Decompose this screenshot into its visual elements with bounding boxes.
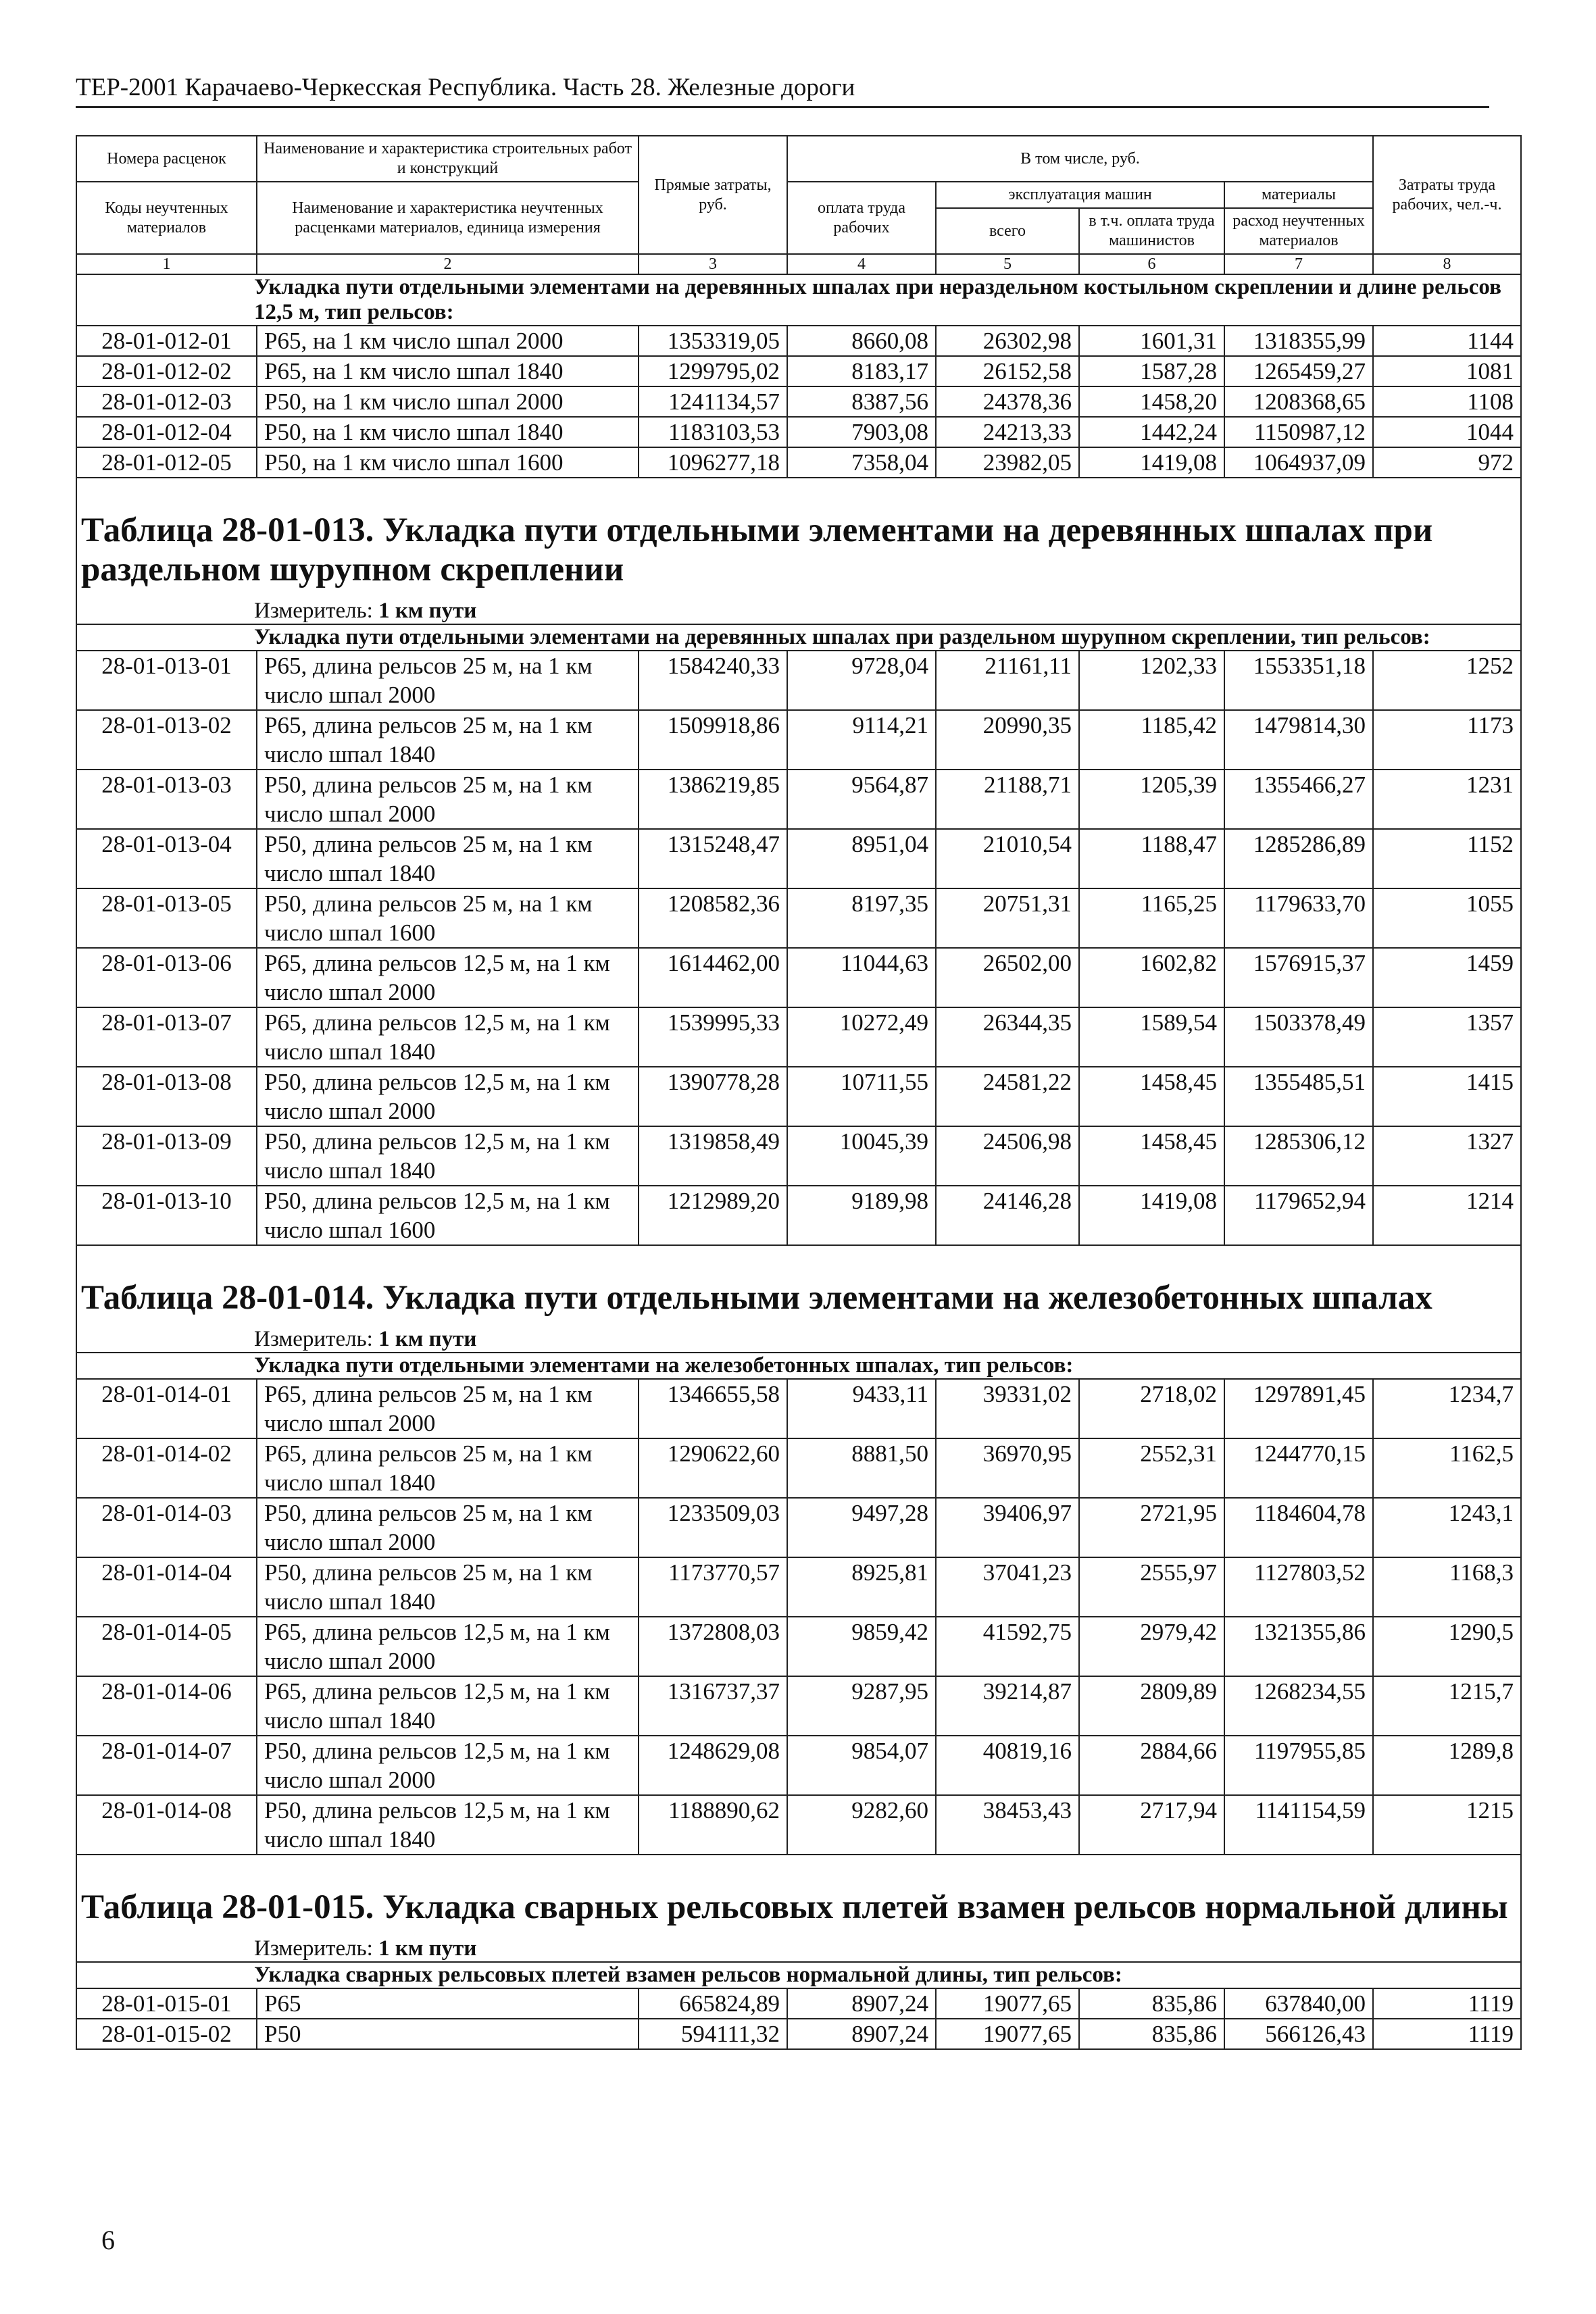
machines-total: 41592,75	[936, 1617, 1079, 1676]
column-number: 2	[257, 254, 639, 274]
labor-hours: 1234,7	[1373, 1379, 1521, 1438]
rate-code: 28-01-013-04	[76, 829, 257, 888]
work-name: Р65, длина рельсов 25 м, на 1 км число шпал 2000	[257, 1379, 639, 1438]
rate-code: 28-01-012-01	[76, 326, 257, 356]
labor-hours: 1152	[1373, 829, 1521, 888]
labor-hours: 1144	[1373, 326, 1521, 356]
table-row	[76, 417, 1521, 447]
materials-cost: 1141154,59	[1224, 1795, 1373, 1855]
direct-costs: 1315248,47	[639, 829, 787, 888]
wages: 10045,39	[787, 1126, 936, 1186]
wages: 9497,28	[787, 1498, 936, 1557]
work-name: Р50, длина рельсов 12,5 м, на 1 км число шпал 2000	[257, 1736, 639, 1795]
machinist-wages: 1205,39	[1079, 770, 1224, 829]
machinist-wages: 2979,42	[1079, 1617, 1224, 1676]
labor-hours: 1168,3	[1373, 1557, 1521, 1617]
table-title: Таблица 28-01-014. Укладка пути отдельными элементами на железобетонных шпалах	[76, 1245, 1521, 1327]
col-wages: оплата труда рабочих	[787, 182, 936, 254]
table-title-row	[76, 1245, 1521, 1327]
labor-hours: 1459	[1373, 948, 1521, 1007]
rate-code: 28-01-014-04	[76, 1557, 257, 1617]
table-row	[76, 1795, 1521, 1855]
materials-cost: 637840,00	[1224, 1988, 1373, 2019]
labor-hours: 1055	[1373, 888, 1521, 948]
materials-cost: 1553351,18	[1224, 651, 1373, 710]
measure-row	[76, 599, 1521, 624]
table-header	[76, 136, 1521, 274]
measure-row	[76, 1936, 1521, 1962]
machines-total: 24378,36	[936, 386, 1079, 417]
work-name: Р50	[257, 2019, 639, 2049]
machines-total: 24146,28	[936, 1186, 1079, 1245]
work-name: Р65, на 1 км число шпал 1840	[257, 356, 639, 386]
direct-costs: 1390778,28	[639, 1067, 787, 1126]
labor-hours: 1044	[1373, 417, 1521, 447]
column-numbers-row	[76, 254, 1521, 274]
work-name: Р65	[257, 1988, 639, 2019]
materials-cost: 566126,43	[1224, 2019, 1373, 2049]
materials-cost: 1150987,12	[1224, 417, 1373, 447]
work-name: Р65, длина рельсов 12,5 м, на 1 км число шпал 2000	[257, 948, 639, 1007]
machines-total: 19077,65	[936, 1988, 1079, 2019]
rate-code: 28-01-012-04	[76, 417, 257, 447]
work-name: Р50, длина рельсов 12,5 м, на 1 км число шпал 2000	[257, 1067, 639, 1126]
rate-code: 28-01-015-01	[76, 1988, 257, 2019]
rate-code: 28-01-014-01	[76, 1379, 257, 1438]
work-name: Р50, длина рельсов 12,5 м, на 1 км число шпал 1840	[257, 1795, 639, 1855]
col-labor: Затраты труда рабочих, чел.-ч.	[1373, 136, 1521, 254]
machines-total: 26344,35	[936, 1007, 1079, 1067]
machines-total: 26302,98	[936, 326, 1079, 356]
labor-hours: 1162,5	[1373, 1438, 1521, 1498]
direct-costs: 1188890,62	[639, 1795, 787, 1855]
col-direct: Прямые затраты, руб.	[639, 136, 787, 254]
labor-hours: 1243,1	[1373, 1498, 1521, 1557]
table-body	[76, 274, 1521, 2049]
machines-total: 21010,54	[936, 829, 1079, 888]
labor-hours: 972	[1373, 447, 1521, 478]
materials-cost: 1318355,99	[1224, 326, 1373, 356]
rate-code: 28-01-012-03	[76, 386, 257, 417]
direct-costs: 1241134,57	[639, 386, 787, 417]
materials-cost: 1184604,78	[1224, 1498, 1373, 1557]
materials-cost: 1576915,37	[1224, 948, 1373, 1007]
table-title-row	[76, 478, 1521, 599]
wages: 9287,95	[787, 1676, 936, 1736]
table-row	[76, 1067, 1521, 1126]
table-row	[76, 1186, 1521, 1245]
direct-costs: 1346655,58	[639, 1379, 787, 1438]
wages: 8925,81	[787, 1557, 936, 1617]
labor-hours: 1108	[1373, 386, 1521, 417]
rate-code: 28-01-013-01	[76, 651, 257, 710]
work-name: Р65, длина рельсов 25 м, на 1 км число шпал 1840	[257, 1438, 639, 1498]
rates-table	[76, 135, 1522, 2050]
machinist-wages: 1419,08	[1079, 447, 1224, 478]
work-name: Р50, на 1 км число шпал 1600	[257, 447, 639, 478]
materials-cost: 1355485,51	[1224, 1067, 1373, 1126]
materials-cost: 1268234,55	[1224, 1676, 1373, 1736]
machinist-wages: 2552,31	[1079, 1438, 1224, 1498]
materials-cost: 1479814,30	[1224, 710, 1373, 770]
wages: 9189,98	[787, 1186, 936, 1245]
table-row	[76, 447, 1521, 478]
table-row	[76, 829, 1521, 888]
table-row	[76, 1736, 1521, 1795]
rate-code: 28-01-013-07	[76, 1007, 257, 1067]
machines-total: 36970,95	[936, 1438, 1079, 1498]
rate-code: 28-01-013-10	[76, 1186, 257, 1245]
table-title: Таблица 28-01-013. Укладка пути отдельными элементами на деревянных шпалах при раздельном шурупном скреплении	[76, 478, 1521, 599]
materials-cost: 1127803,52	[1224, 1557, 1373, 1617]
col-materials: материалы	[1224, 182, 1373, 208]
direct-costs: 1183103,53	[639, 417, 787, 447]
wages: 8197,35	[787, 888, 936, 948]
table-row	[76, 1988, 1521, 2019]
labor-hours: 1081	[1373, 356, 1521, 386]
table-row	[76, 770, 1521, 829]
machines-total: 38453,43	[936, 1795, 1079, 1855]
materials-cost: 1064937,09	[1224, 447, 1373, 478]
col-code-bottom: Коды неучтенных материалов	[76, 182, 257, 254]
machines-total: 39214,87	[936, 1676, 1079, 1736]
materials-cost: 1197955,85	[1224, 1736, 1373, 1795]
direct-costs: 1372808,03	[639, 1617, 787, 1676]
wages: 9282,60	[787, 1795, 936, 1855]
machines-total: 20990,35	[936, 710, 1079, 770]
direct-costs: 1208582,36	[639, 888, 787, 948]
rate-code: 28-01-013-03	[76, 770, 257, 829]
section-subheading: Укладка сварных рельсовых плетей взамен рельсов нормальной длины, тип рельсов:	[76, 1962, 1521, 1988]
direct-costs: 1212989,20	[639, 1186, 787, 1245]
machinist-wages: 1458,45	[1079, 1067, 1224, 1126]
table-row	[76, 710, 1521, 770]
measure-label: Измеритель:	[254, 599, 373, 623]
labor-hours: 1290,5	[1373, 1617, 1521, 1676]
table-row	[76, 1438, 1521, 1498]
measure-value: 1 км пути	[378, 599, 477, 623]
machinist-wages: 1458,20	[1079, 386, 1224, 417]
column-number: 7	[1224, 254, 1373, 274]
machinist-wages: 1202,33	[1079, 651, 1224, 710]
machines-total: 37041,23	[936, 1557, 1079, 1617]
direct-costs: 1248629,08	[639, 1736, 787, 1795]
direct-costs: 1233509,03	[639, 1498, 787, 1557]
section-subheading-row	[76, 1962, 1521, 1988]
machinist-wages: 2718,02	[1079, 1379, 1224, 1438]
section-subheading-row	[76, 1353, 1521, 1379]
table-row	[76, 386, 1521, 417]
col-machines-total: всего	[936, 208, 1079, 254]
machinist-wages: 2717,94	[1079, 1795, 1224, 1855]
rate-code: 28-01-014-07	[76, 1736, 257, 1795]
table-row	[76, 1676, 1521, 1736]
labor-hours: 1289,8	[1373, 1736, 1521, 1795]
direct-costs: 1353319,05	[639, 326, 787, 356]
work-name: Р65, длина рельсов 25 м, на 1 км число шпал 2000	[257, 651, 639, 710]
wages: 10711,55	[787, 1067, 936, 1126]
machines-total: 19077,65	[936, 2019, 1079, 2049]
materials-cost: 1285286,89	[1224, 829, 1373, 888]
work-name: Р65, на 1 км число шпал 2000	[257, 326, 639, 356]
materials-cost: 1297891,45	[1224, 1379, 1373, 1438]
wages: 10272,49	[787, 1007, 936, 1067]
wages: 11044,63	[787, 948, 936, 1007]
wages: 9114,21	[787, 710, 936, 770]
machinist-wages: 1589,54	[1079, 1007, 1224, 1067]
machinist-wages: 1419,08	[1079, 1186, 1224, 1245]
materials-cost: 1321355,86	[1224, 1617, 1373, 1676]
table-row	[76, 888, 1521, 948]
direct-costs: 1584240,33	[639, 651, 787, 710]
wages: 9854,07	[787, 1736, 936, 1795]
table-row	[76, 948, 1521, 1007]
direct-costs: 1096277,18	[639, 447, 787, 478]
column-number: 4	[787, 254, 936, 274]
section-subheading-row	[76, 274, 1521, 326]
wages: 9564,87	[787, 770, 936, 829]
work-name: Р50, длина рельсов 25 м, на 1 км число шпал 2000	[257, 1498, 639, 1557]
machinist-wages: 835,86	[1079, 2019, 1224, 2049]
machines-total: 24506,98	[936, 1126, 1079, 1186]
rate-code: 28-01-012-02	[76, 356, 257, 386]
rate-code: 28-01-014-03	[76, 1498, 257, 1557]
materials-cost: 1503378,49	[1224, 1007, 1373, 1067]
wages: 8881,50	[787, 1438, 936, 1498]
rate-code: 28-01-014-08	[76, 1795, 257, 1855]
wages: 8951,04	[787, 829, 936, 888]
measure	[76, 1327, 1521, 1353]
labor-hours: 1415	[1373, 1067, 1521, 1126]
materials-cost: 1265459,27	[1224, 356, 1373, 386]
column-number: 5	[936, 254, 1079, 274]
machines-total: 26152,58	[936, 356, 1079, 386]
work-name: Р50, длина рельсов 25 м, на 1 км число шпал 1600	[257, 888, 639, 948]
machinist-wages: 835,86	[1079, 1988, 1224, 2019]
wages: 7358,04	[787, 447, 936, 478]
wages: 9433,11	[787, 1379, 936, 1438]
machinist-wages: 1442,24	[1079, 417, 1224, 447]
measure-label: Измеритель:	[254, 1327, 373, 1351]
table-row	[76, 1617, 1521, 1676]
materials-cost: 1285306,12	[1224, 1126, 1373, 1186]
table-row	[76, 326, 1521, 356]
machinist-wages: 1188,47	[1079, 829, 1224, 888]
materials-cost: 1244770,15	[1224, 1438, 1373, 1498]
column-number: 8	[1373, 254, 1521, 274]
work-name: Р50, длина рельсов 12,5 м, на 1 км число шпал 1600	[257, 1186, 639, 1245]
rate-code: 28-01-013-08	[76, 1067, 257, 1126]
work-name: Р65, длина рельсов 12,5 м, на 1 км число шпал 2000	[257, 1617, 639, 1676]
labor-hours: 1119	[1373, 1988, 1521, 2019]
measure-row	[76, 1327, 1521, 1353]
rate-code: 28-01-015-02	[76, 2019, 257, 2049]
wages: 7903,08	[787, 417, 936, 447]
wages: 9859,42	[787, 1617, 936, 1676]
measure-value: 1 км пути	[378, 1327, 477, 1351]
table-row	[76, 651, 1521, 710]
work-name: Р65, длина рельсов 12,5 м, на 1 км число шпал 1840	[257, 1676, 639, 1736]
materials-cost: 1179633,70	[1224, 888, 1373, 948]
materials-cost: 1179652,94	[1224, 1186, 1373, 1245]
machines-total: 39406,97	[936, 1498, 1079, 1557]
col-machinist-wages: в т.ч. оплата труда машинистов	[1079, 208, 1224, 254]
section-subheading: Укладка пути отдельными элементами на деревянных шпалах при нераздельном костыльном скреплении и длине рельсов 12,5 м, тип рельсов:	[76, 274, 1521, 326]
rate-code: 28-01-013-05	[76, 888, 257, 948]
column-number: 6	[1079, 254, 1224, 274]
machines-total: 26502,00	[936, 948, 1079, 1007]
table-row	[76, 1126, 1521, 1186]
machines-total: 24581,22	[936, 1067, 1079, 1126]
content	[76, 135, 1520, 2050]
table-row	[76, 1557, 1521, 1617]
work-name: Р65, длина рельсов 12,5 м, на 1 км число шпал 1840	[257, 1007, 639, 1067]
work-name: Р50, на 1 км число шпал 1840	[257, 417, 639, 447]
direct-costs: 1173770,57	[639, 1557, 787, 1617]
labor-hours: 1231	[1373, 770, 1521, 829]
col-machines: эксплуатация машин	[936, 182, 1224, 208]
measure-label: Измеритель:	[254, 1936, 373, 1961]
machinist-wages: 2721,95	[1079, 1498, 1224, 1557]
wages: 8907,24	[787, 1988, 936, 2019]
labor-hours: 1119	[1373, 2019, 1521, 2049]
machines-total: 21161,11	[936, 651, 1079, 710]
rate-code: 28-01-014-02	[76, 1438, 257, 1498]
materials-cost: 1208368,65	[1224, 386, 1373, 417]
direct-costs: 1290622,60	[639, 1438, 787, 1498]
labor-hours: 1327	[1373, 1126, 1521, 1186]
machinist-wages: 1601,31	[1079, 326, 1224, 356]
machines-total: 24213,33	[936, 417, 1079, 447]
rate-code: 28-01-013-06	[76, 948, 257, 1007]
direct-costs: 1316737,37	[639, 1676, 787, 1736]
machines-total: 40819,16	[936, 1736, 1079, 1795]
work-name: Р50, на 1 км число шпал 2000	[257, 386, 639, 417]
table-title: Таблица 28-01-015. Укладка сварных рельсовых плетей взамен рельсов нормальной длины	[76, 1855, 1521, 1936]
column-number: 3	[639, 254, 787, 274]
wages: 8907,24	[787, 2019, 936, 2049]
direct-costs: 1614462,00	[639, 948, 787, 1007]
labor-hours: 1252	[1373, 651, 1521, 710]
table-row	[76, 2019, 1521, 2049]
direct-costs: 665824,89	[639, 1988, 787, 2019]
table-row	[76, 1007, 1521, 1067]
machinist-wages: 1587,28	[1079, 356, 1224, 386]
section-subheading: Укладка пути отдельными элементами на деревянных шпалах при раздельном шурупном скреплении, тип рельсов:	[76, 624, 1521, 651]
col-including: В том числе, руб.	[787, 136, 1373, 182]
machinist-wages: 1458,45	[1079, 1126, 1224, 1186]
direct-costs: 1319858,49	[639, 1126, 787, 1186]
work-name: Р50, длина рельсов 25 м, на 1 км число шпал 1840	[257, 1557, 639, 1617]
direct-costs: 1386219,85	[639, 770, 787, 829]
col-name-bottom: Наименование и характеристика неучтенных расценками материалов, единица измерения	[257, 182, 639, 254]
rate-code: 28-01-012-05	[76, 447, 257, 478]
measure	[76, 1936, 1521, 1962]
direct-costs: 1539995,33	[639, 1007, 787, 1067]
table-title-row	[76, 1855, 1521, 1936]
table-row	[76, 1379, 1521, 1438]
direct-costs: 594111,32	[639, 2019, 787, 2049]
section-subheading-row	[76, 624, 1521, 651]
wages: 9728,04	[787, 651, 936, 710]
wages: 8660,08	[787, 326, 936, 356]
labor-hours: 1173	[1373, 710, 1521, 770]
work-name: Р50, длина рельсов 25 м, на 1 км число шпал 2000	[257, 770, 639, 829]
machinist-wages: 2884,66	[1079, 1736, 1224, 1795]
wages: 8387,56	[787, 386, 936, 417]
machines-total: 23982,05	[936, 447, 1079, 478]
machinist-wages: 2555,97	[1079, 1557, 1224, 1617]
labor-hours: 1214	[1373, 1186, 1521, 1245]
rate-code: 28-01-013-09	[76, 1126, 257, 1186]
page-number: 6	[101, 2225, 115, 2255]
table-row	[76, 356, 1521, 386]
page-header: ТЕР-2001 Карачаево-Черкесская Республика. Часть 28. Железные дороги	[76, 73, 1489, 108]
rate-code: 28-01-013-02	[76, 710, 257, 770]
machines-total: 21188,71	[936, 770, 1079, 829]
machines-total: 39331,02	[936, 1379, 1079, 1438]
col-materials-consumption: расход неучтенных материалов	[1224, 208, 1373, 254]
column-number: 1	[76, 254, 257, 274]
machinist-wages: 2809,89	[1079, 1676, 1224, 1736]
direct-costs: 1509918,86	[639, 710, 787, 770]
materials-cost: 1355466,27	[1224, 770, 1373, 829]
machines-total: 20751,31	[936, 888, 1079, 948]
work-name: Р50, длина рельсов 25 м, на 1 км число шпал 1840	[257, 829, 639, 888]
wages: 8183,17	[787, 356, 936, 386]
section-subheading: Укладка пути отдельными элементами на железобетонных шпалах, тип рельсов:	[76, 1353, 1521, 1379]
work-name: Р50, длина рельсов 12,5 м, на 1 км число шпал 1840	[257, 1126, 639, 1186]
rate-code: 28-01-014-06	[76, 1676, 257, 1736]
measure-value: 1 км пути	[378, 1936, 477, 1961]
labor-hours: 1215,7	[1373, 1676, 1521, 1736]
direct-costs: 1299795,02	[639, 356, 787, 386]
labor-hours: 1215	[1373, 1795, 1521, 1855]
col-code-top: Номера расценок	[76, 136, 257, 182]
labor-hours: 1357	[1373, 1007, 1521, 1067]
machinist-wages: 1602,82	[1079, 948, 1224, 1007]
machinist-wages: 1165,25	[1079, 888, 1224, 948]
work-name: Р65, длина рельсов 25 м, на 1 км число шпал 1840	[257, 710, 639, 770]
table-row	[76, 1498, 1521, 1557]
col-name-top: Наименование и характеристика строительных работ и конструкций	[257, 136, 639, 182]
rate-code: 28-01-014-05	[76, 1617, 257, 1676]
measure	[76, 599, 1521, 624]
machinist-wages: 1185,42	[1079, 710, 1224, 770]
